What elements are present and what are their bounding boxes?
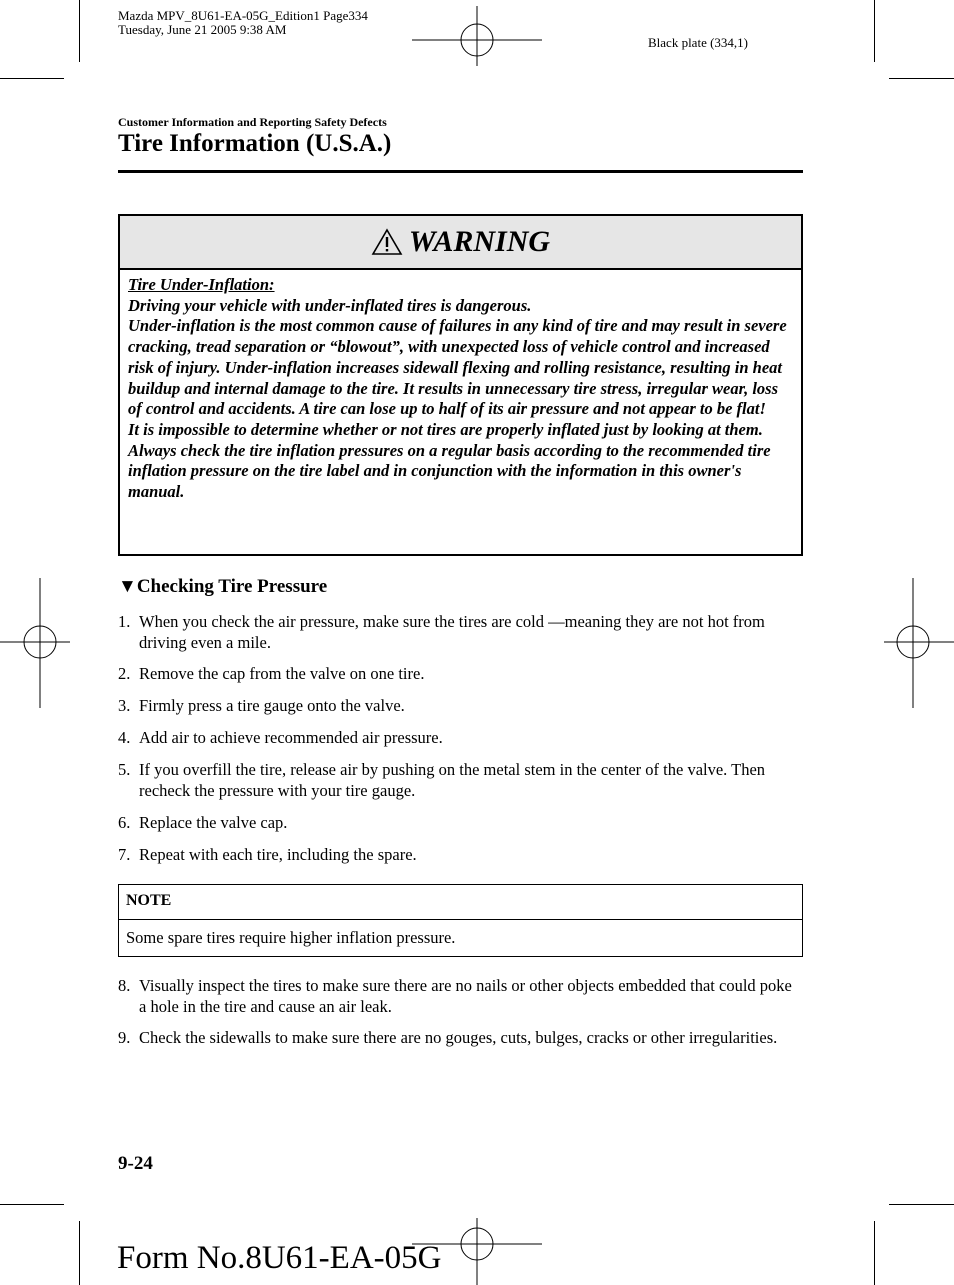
step-text: Replace the valve cap. [139, 813, 288, 832]
step-number: 3. [118, 696, 131, 715]
step-text: Repeat with each tire, including the spare. [139, 845, 417, 864]
list-item [118, 663, 798, 684]
note-text: Some spare tires require higher inflation pressure. [126, 928, 456, 947]
step-number: 6. [118, 813, 131, 832]
step-number: 9. [118, 1028, 131, 1047]
sub-heading-text: Checking Tire Pressure [136, 576, 328, 597]
step-number: 5. [118, 760, 131, 779]
print-file-line: Mazda MPV_8U61-EA-05G_Edition1 Page334 [118, 8, 368, 23]
list-item [118, 1027, 798, 1048]
registration-mark-left-icon [0, 578, 70, 708]
step-number: 7. [118, 845, 131, 864]
warning-paragraph: It is impossible to determine whether or not tires are properly inflated just by looking at them. [128, 419, 763, 439]
list-item [118, 975, 798, 1017]
page-number: 9-24 [118, 1153, 153, 1174]
list-item [118, 759, 798, 801]
crop-mark [79, 1221, 80, 1285]
triangle-down-icon: ▼ [118, 576, 137, 597]
crop-mark [0, 1204, 64, 1205]
section-label: Customer Information and Reporting Safety Defects [118, 115, 387, 129]
step-text: Firmly press a tire gauge onto the valve. [139, 696, 405, 715]
print-date-line: Tuesday, June 21 2005 9:38 AM [118, 22, 287, 37]
sub-heading [118, 576, 327, 598]
step-number: 4. [118, 728, 131, 747]
crop-mark [79, 0, 80, 62]
list-item [118, 611, 798, 653]
crop-mark [889, 78, 954, 79]
note-box [118, 884, 803, 957]
warning-paragraph: Driving your vehicle with under-inflated tires is dangerous. [128, 295, 532, 315]
page-title: Tire Information (U.S.A.) [118, 130, 392, 157]
warning-header [120, 216, 801, 270]
note-divider [119, 919, 802, 920]
note-title: NOTE [126, 892, 172, 909]
step-text: Check the sidewalls to make sure there are no gouges, cuts, bulges, cracks or other irregularities. [139, 1028, 778, 1047]
list-item [118, 727, 798, 748]
warning-body [128, 275, 793, 503]
warning-title: WARNING [408, 225, 551, 258]
list-item [118, 695, 798, 716]
registration-mark-top-icon [412, 6, 542, 66]
step-number: 1. [118, 612, 131, 631]
crop-mark [874, 1221, 875, 1285]
step-number: 2. [118, 664, 131, 683]
step-text: If you overfill the tire, release air by pushing on the metal stem in the center of the valve. Then recheck the pressure with your tire gauge. [139, 760, 766, 800]
warning-paragraph: Always check the tire inflation pressures on a regular basis according to the recommended tire inflation pressure on the tire label and in conjunction with the information in this owner's manual. [128, 440, 771, 502]
warning-subtitle: Tire Under-Inflation: [128, 275, 275, 294]
step-text: Remove the cap from the valve on one tire. [139, 664, 425, 683]
warning-paragraph: Under-inflation is the most common cause of failures in any kind of tire and may result in severe cracking, tread separation or “blowout”, with unexpected loss of vehicle control and increased risk of injury. Under-inflation increases sidewall flexing and rolling resistance, resulting in heat buildup and internal damage to the tire. It results in unnecessary tire stress, irregular wear, loss of control and accidents. A tire can lose up to half of its air pressure and not appear to be flat! [128, 316, 787, 419]
registration-mark-right-icon [884, 578, 954, 708]
list-item [118, 844, 798, 865]
warning-triangle-icon [371, 228, 403, 256]
form-number: Form No.8U61-EA-05G [117, 1240, 442, 1276]
list-item [118, 812, 798, 833]
step-text: Visually inspect the tires to make sure there are no nails or other objects embedded that could poke a hole in the tire and cause an air leak. [139, 976, 792, 1016]
plate-label: Black plate (334,1) [648, 35, 748, 50]
crop-mark [874, 0, 875, 62]
crop-mark [889, 1204, 954, 1205]
step-text: When you check the air pressure, make sure the tires are cold ―meaning they are not hot from driving even a mile. [139, 612, 765, 652]
crop-mark [0, 78, 64, 79]
warning-box [118, 214, 803, 556]
step-number: 8. [118, 976, 131, 995]
step-text: Add air to achieve recommended air pressure. [139, 728, 443, 747]
title-rule [118, 170, 803, 173]
